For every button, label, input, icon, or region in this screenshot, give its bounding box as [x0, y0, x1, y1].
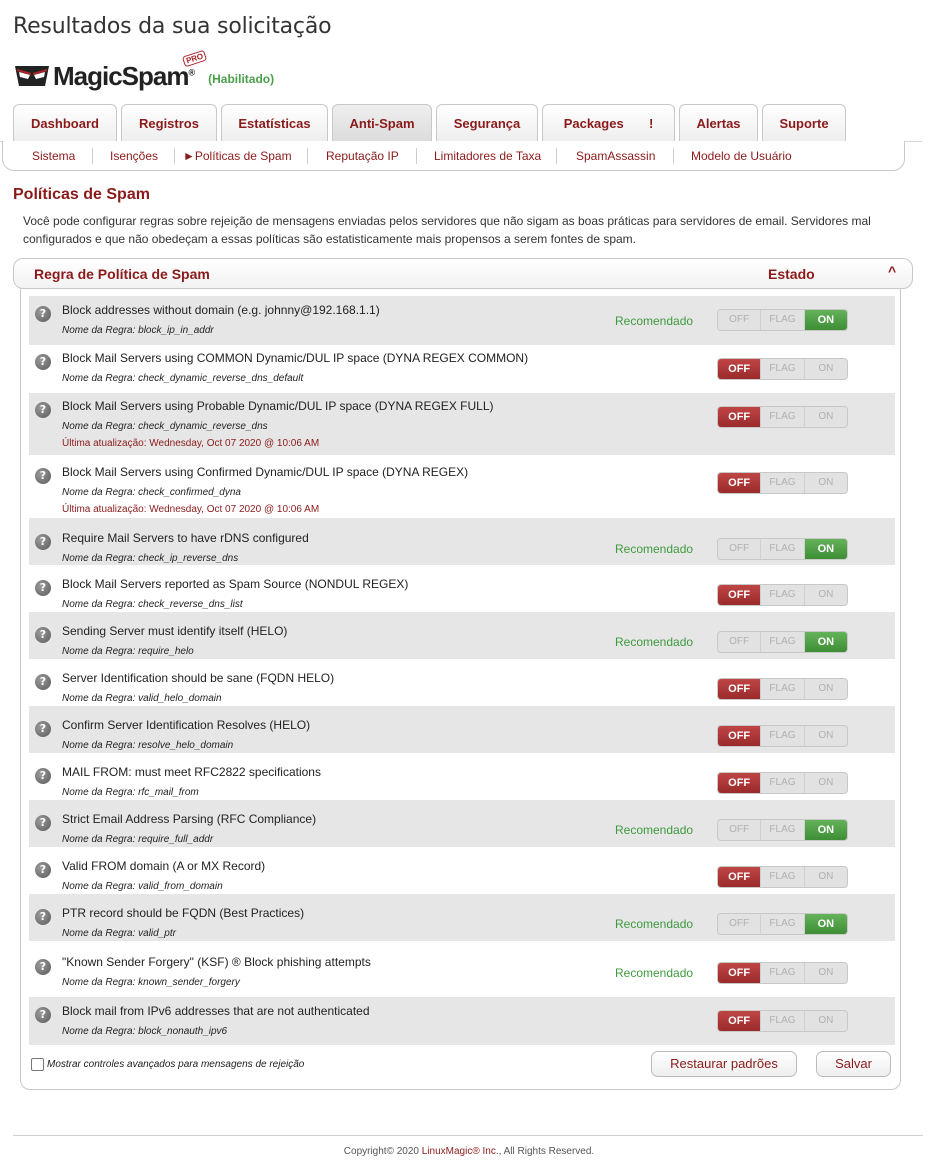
subnav-politicas-de-spam[interactable]: ►Políticas de Spam — [183, 149, 292, 163]
rule-state-toggle[interactable] — [717, 725, 848, 747]
rule-state-toggle[interactable] — [717, 309, 848, 331]
toggle-off[interactable]: OFF — [718, 820, 761, 840]
subnav-divider — [673, 148, 674, 164]
rule-state-toggle[interactable] — [717, 472, 848, 494]
help-icon[interactable]: ? — [35, 534, 51, 550]
rule-title: Require Mail Servers to have rDNS configured — [62, 531, 309, 545]
toggle-off[interactable]: OFF — [718, 473, 761, 493]
toggle-flag[interactable]: FLAG — [761, 679, 804, 699]
rule-row — [29, 941, 895, 997]
toggle-flag[interactable]: FLAG — [761, 726, 804, 746]
sub-navigation — [2, 141, 905, 171]
logo-registered: ® — [188, 66, 195, 77]
rule-title: Confirm Server Identification Resolves (HELO) — [62, 718, 311, 732]
toggle-on[interactable]: ON — [818, 777, 834, 788]
rule-name: Nome da Regra: known_sender_forgery — [62, 977, 240, 988]
rule-state-toggle[interactable] — [717, 819, 848, 841]
logo-word: MagicSpam — [53, 60, 189, 91]
footer-brand-link[interactable]: LinuxMagic® Inc. — [421, 1146, 499, 1157]
subnav-divider — [174, 148, 175, 164]
save-button[interactable]: Salvar — [816, 1051, 891, 1077]
help-icon[interactable]: ? — [35, 468, 51, 484]
toggle-flag[interactable]: FLAG — [761, 359, 804, 379]
toggle-on[interactable]: ON — [818, 871, 834, 882]
toggle-off[interactable]: OFF — [718, 585, 761, 605]
help-icon[interactable]: ? — [35, 1007, 51, 1023]
help-icon[interactable]: ? — [35, 627, 51, 643]
tab-dashboard[interactable]: Dashboard — [13, 104, 117, 141]
state-column-header: Estado — [768, 266, 815, 282]
rule-row — [29, 518, 895, 565]
toggle-on[interactable]: ON — [805, 310, 847, 330]
tab-registros[interactable]: Registros — [121, 104, 217, 141]
collapse-chevron-icon[interactable]: ^ — [888, 263, 897, 279]
help-icon[interactable]: ? — [35, 815, 51, 831]
rule-last-update: Última atualização: Wednesday, Oct 07 2020 @ 10:06 AM — [62, 438, 320, 449]
toggle-off[interactable]: OFF — [718, 539, 761, 559]
recommended-label: Recomendado — [615, 635, 694, 649]
tab-anti-spam[interactable]: Anti-Spam — [332, 104, 432, 141]
rule-name: Nome da Regra: check_confirmed_dyna — [62, 487, 241, 498]
toggle-flag[interactable]: FLAG — [761, 539, 804, 559]
rule-name: Nome da Regra: valid_helo_domain — [62, 693, 222, 704]
recommended-label: Recomendado — [615, 917, 694, 931]
advanced-controls-checkbox[interactable] — [31, 1058, 44, 1071]
toggle-flag[interactable]: FLAG — [761, 632, 804, 652]
rule-state-toggle[interactable] — [717, 631, 848, 653]
toggle-flag[interactable]: FLAG — [761, 473, 804, 493]
help-icon[interactable]: ? — [35, 580, 51, 596]
rule-name: Nome da Regra: check_dynamic_reverse_dns_default — [62, 373, 304, 384]
toggle-on[interactable]: ON — [818, 1015, 834, 1026]
toggle-off[interactable]: OFF — [718, 914, 761, 934]
rule-state-toggle[interactable] — [717, 678, 848, 700]
subnav-reputacao-ip[interactable]: Reputação IP — [326, 149, 399, 163]
subnav-divider — [416, 148, 417, 164]
toggle-off[interactable]: OFF — [718, 359, 761, 379]
rule-state-toggle[interactable] — [717, 584, 848, 606]
subnav-isencoes[interactable]: Isenções — [110, 149, 159, 163]
rule-row — [29, 345, 895, 393]
help-icon[interactable]: ? — [35, 721, 51, 737]
magicspam-logo — [13, 51, 275, 94]
rule-name: Nome da Regra: check_ip_reverse_dns — [62, 553, 239, 564]
rule-state-toggle[interactable] — [717, 772, 848, 794]
subnav-spamassassin[interactable]: SpamAssassin — [576, 149, 656, 163]
policy-panel-header[interactable] — [13, 258, 913, 289]
rule-title: Strict Email Address Parsing (RFC Compliance) — [62, 812, 317, 826]
toggle-off[interactable]: OFF — [718, 679, 761, 699]
rule-row — [29, 894, 895, 941]
tab-estatisticas[interactable]: Estatísticas — [221, 104, 328, 141]
toggle-flag[interactable]: FLAG — [761, 820, 804, 840]
rule-row — [29, 847, 895, 894]
rule-state-toggle[interactable] — [717, 406, 848, 428]
rule-title: MAIL FROM: must meet RFC2822 specifications — [62, 765, 321, 779]
help-icon[interactable]: ? — [35, 402, 51, 418]
toggle-off[interactable]: OFF — [718, 1011, 761, 1031]
tab-suporte[interactable]: Suporte — [762, 104, 846, 141]
help-icon[interactable]: ? — [35, 909, 51, 925]
toggle-on[interactable]: ON — [805, 914, 847, 934]
rule-name: Nome da Regra: require_helo — [62, 646, 194, 657]
toggle-on[interactable]: ON — [805, 820, 847, 840]
rule-row — [29, 455, 895, 518]
rule-name: Nome da Regra: block_nonauth_ipv6 — [62, 1026, 228, 1037]
rule-name: Nome da Regra: valid_from_domain — [62, 881, 223, 892]
rule-name: Nome da Regra: block_ip_in_addr — [62, 325, 214, 336]
rule-title: Valid FROM domain (A or MX Record) — [62, 859, 266, 873]
section-title: Políticas de Spam — [13, 186, 150, 203]
rule-row — [29, 393, 895, 455]
rule-row — [29, 659, 895, 706]
rule-row — [29, 800, 895, 847]
rule-row — [29, 612, 895, 659]
toggle-off[interactable]: OFF — [718, 963, 761, 983]
toggle-off[interactable]: OFF — [718, 867, 761, 887]
help-icon[interactable]: ? — [35, 354, 51, 370]
rule-title: Sending Server must identify itself (HELO) — [62, 624, 288, 638]
advanced-controls-label: Mostrar controles avançados para mensagens de rejeição — [47, 1059, 305, 1070]
section-intro: Você pode configurar regras sobre rejeição de mensagens enviadas pelos servidores que não sigam as boas práticas para servidores de email. Servidores mal configurados e que não obedeçam a essas políticas são estatisticamente mais propensos a serem fontes de spam. — [23, 214, 871, 246]
rule-name: Nome da Regra: check_dynamic_reverse_dns — [62, 421, 268, 432]
toggle-on[interactable]: ON — [818, 363, 834, 374]
toggle-flag[interactable]: FLAG — [761, 310, 804, 330]
subnav-modelo-de-usuario[interactable]: Modelo de Usuário — [691, 149, 792, 163]
subnav-limitadores-de-taxa[interactable]: Limitadores de Taxa — [434, 149, 542, 163]
rule-state-toggle[interactable] — [717, 1010, 848, 1032]
help-icon[interactable]: ? — [35, 674, 51, 690]
page-title: Resultados da sua solicitação — [13, 14, 332, 39]
rule-title: Block mail from IPv6 addresses that are not authenticated — [62, 1004, 370, 1018]
help-icon[interactable]: ? — [35, 959, 51, 975]
recommended-label: Recomendado — [615, 966, 694, 980]
help-icon[interactable]: ? — [35, 768, 51, 784]
footer — [0, 1146, 938, 1157]
rule-row — [29, 997, 895, 1045]
rule-last-update: Última atualização: Wednesday, Oct 07 2020 @ 10:06 AM — [62, 504, 320, 515]
toggle-flag[interactable]: FLAG — [761, 407, 804, 427]
toggle-on[interactable]: ON — [818, 683, 834, 694]
toggle-flag[interactable]: FLAG — [761, 1011, 804, 1031]
toggle-off[interactable]: OFF — [718, 310, 761, 330]
rule-row — [29, 296, 895, 345]
help-icon[interactable]: ? — [35, 862, 51, 878]
advanced-controls-option[interactable] — [31, 1058, 304, 1071]
rule-state-toggle[interactable] — [717, 913, 848, 935]
main-tabs — [13, 104, 850, 141]
footer-rights: , All Rights Reserved. — [498, 1146, 595, 1157]
toggle-on[interactable]: ON — [818, 967, 834, 978]
toggle-flag[interactable]: FLAG — [761, 867, 804, 887]
tab-alertas[interactable]: Alertas — [679, 104, 758, 141]
rule-title: Block addresses without domain (e.g. johnny@192.168.1.1) — [62, 303, 380, 317]
ninja-mask-icon — [13, 63, 51, 89]
rule-title: "Known Sender Forgery" (KSF) ® Block phishing attempts — [62, 955, 371, 969]
toggle-off[interactable]: OFF — [718, 632, 761, 652]
restore-defaults-button[interactable]: Restaurar padrões — [651, 1051, 797, 1077]
rule-state-toggle[interactable] — [717, 866, 848, 888]
rule-row — [29, 753, 895, 800]
toggle-on[interactable]: ON — [805, 539, 847, 559]
license-status: (Habilitado) — [208, 72, 275, 86]
subnav-sistema[interactable]: Sistema — [32, 149, 76, 163]
rule-name: Nome da Regra: valid_ptr — [62, 928, 176, 939]
logo-wordmark — [53, 51, 205, 92]
rule-row — [29, 565, 895, 612]
rule-title: Block Mail Servers reported as Spam Source (NONDUL REGEX) — [62, 577, 409, 591]
rule-title: Server Identification should be sane (FQDN HELO) — [62, 671, 335, 685]
footer-copyright: Copyright© 2020 — [343, 1146, 422, 1157]
rule-name: Nome da Regra: require_full_addr — [62, 834, 214, 845]
rule-name: Nome da Regra: rfc_mail_from — [62, 787, 199, 798]
rule-state-toggle[interactable] — [717, 538, 848, 560]
rule-state-toggle[interactable] — [717, 358, 848, 380]
rule-name: Nome da Regra: resolve_helo_domain — [62, 740, 234, 751]
subnav-divider — [307, 148, 308, 164]
rule-state-toggle[interactable] — [717, 962, 848, 984]
toggle-on[interactable]: ON — [818, 730, 834, 741]
rule-title: Block Mail Servers using Confirmed Dynamic/DUL IP space (DYNA REGEX) — [62, 465, 469, 479]
rule-title: Block Mail Servers using COMMON Dynamic/DUL IP space (DYNA REGEX COMMON) — [62, 351, 529, 365]
toggle-on[interactable]: ON — [818, 589, 834, 600]
subnav-divider — [556, 148, 557, 164]
toggle-off[interactable]: OFF — [718, 407, 761, 427]
rule-column-header: Regra de Política de Spam — [34, 266, 210, 282]
footer-divider — [13, 1135, 923, 1136]
recommended-label: Recomendado — [615, 314, 694, 328]
subnav-divider — [92, 148, 93, 164]
toggle-on[interactable]: ON — [818, 477, 834, 488]
toggle-on[interactable]: ON — [805, 632, 847, 652]
rule-name: Nome da Regra: check_reverse_dns_list — [62, 599, 243, 610]
toggle-flag[interactable]: FLAG — [761, 773, 804, 793]
help-icon[interactable]: ? — [35, 306, 51, 322]
recommended-label: Recomendado — [615, 542, 694, 556]
toggle-flag[interactable]: FLAG — [761, 914, 804, 934]
rule-row — [29, 706, 895, 753]
logo-pro-badge: PRO — [182, 49, 208, 67]
toggle-on[interactable]: ON — [818, 411, 834, 422]
toggle-off[interactable]: OFF — [718, 773, 761, 793]
recommended-label: Recomendado — [615, 823, 694, 837]
toggle-flag[interactable]: FLAG — [761, 585, 804, 605]
tab-seguranca[interactable]: Segurança — [436, 104, 538, 141]
rule-title: Block Mail Servers using Probable Dynamic/DUL IP space (DYNA REGEX FULL) — [62, 399, 494, 413]
toggle-flag[interactable]: FLAG — [761, 963, 804, 983]
toggle-off[interactable]: OFF — [718, 726, 761, 746]
rule-title: PTR record should be FQDN (Best Practices) — [62, 906, 305, 920]
tab-packages[interactable]: Packages ! — [542, 104, 675, 141]
